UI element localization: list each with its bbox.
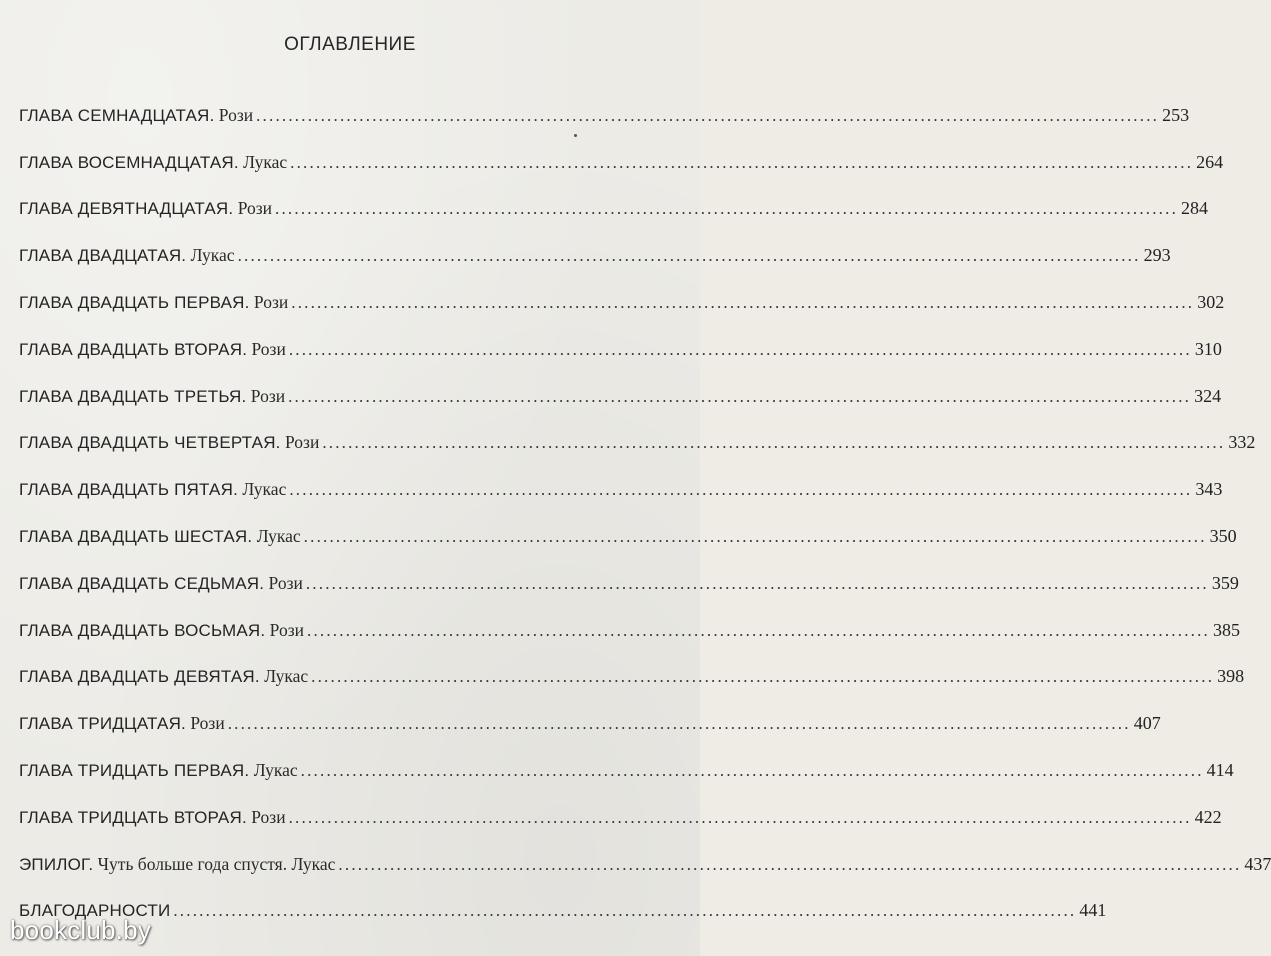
- toc-entry: [19, 747, 1234, 794]
- dot-leader: ............................................................................................................................................: [173, 901, 1077, 921]
- dot-leader: ............................................................................................................................................: [289, 480, 1193, 500]
- chapter-narrator: Лукас: [256, 526, 301, 547]
- toc-entry: [19, 420, 1256, 467]
- dot-leader: ............................................................................................................................................: [303, 527, 1207, 547]
- dot-leader: ............................................................................................................................................: [307, 620, 1210, 640]
- dot-leader: ............................................................................................................................................: [300, 761, 1204, 781]
- toc-entry: [19, 373, 1222, 420]
- chapter-narrator: Лукас: [253, 760, 298, 781]
- chapter-narrator: Рози: [251, 806, 286, 827]
- dot-leader: ............................................................................................................................................: [290, 152, 1194, 172]
- chapter-heading: ГЛАВА СЕМНАДЦАТАЯ.: [19, 105, 215, 125]
- chapter-heading: ГЛАВА ДВАДЦАТЬ ШЕСТАЯ.: [19, 527, 253, 547]
- chapter-heading: ГЛАВА ДВАДЦАТЬ ВТОРАЯ.: [19, 339, 248, 359]
- chapter-heading: ГЛАВА ДВАДЦАТЬ ПЯТАЯ.: [19, 480, 238, 500]
- page-number: 324: [1194, 385, 1222, 406]
- dot-leader: ............................................................................................................................................: [288, 807, 1192, 827]
- page-number: 264: [1196, 151, 1224, 172]
- chapter-narrator: Рози: [269, 619, 304, 640]
- chapter-heading: БЛАГОДАРНОСТИ: [19, 901, 171, 921]
- page-number: 310: [1194, 338, 1222, 359]
- chapter-heading: ГЛАВА ТРИДЦАТЬ ПЕРВАЯ.: [19, 761, 250, 781]
- toc-entry: [19, 654, 1245, 701]
- dot-leader: ............................................................................................................................................: [305, 573, 1209, 593]
- chapter-narrator: Рози: [250, 385, 286, 406]
- toc-entry: [19, 700, 1161, 747]
- page-number: 385: [1213, 619, 1240, 640]
- page-number: 437: [1244, 853, 1271, 874]
- dot-leader: ............................................................................................................................................: [288, 339, 1192, 359]
- chapter-narrator: Рози: [218, 104, 254, 125]
- dot-leader: ............................................................................................................................................: [227, 714, 1131, 734]
- watermark: bookclub.by: [10, 915, 151, 945]
- chapter-narrator: Рози: [251, 338, 286, 359]
- chapter-heading: ГЛАВА ДВАДЦАТЬ ТРЕТЬЯ.: [19, 386, 247, 406]
- chapter-narrator: Чуть больше года спустя. Лукас: [97, 853, 336, 874]
- toc-entry: [19, 139, 1224, 186]
- toc-entry: [19, 794, 1222, 841]
- page-number: 441: [1079, 900, 1107, 921]
- page-number: 359: [1211, 572, 1239, 593]
- chapter-narrator: Лукас: [264, 666, 309, 687]
- dot-leader: ............................................................................................................................................: [237, 246, 1141, 266]
- toc-entry: [19, 186, 1209, 233]
- page-title: ОГЛАВЛЕНИЕ: [284, 34, 416, 55]
- chapter-narrator: Лукас: [190, 245, 235, 266]
- toc-entry: [19, 513, 1237, 560]
- chapter-narrator: Лукас: [242, 479, 287, 500]
- page-number: 293: [1143, 245, 1171, 266]
- page-number: 350: [1209, 526, 1237, 547]
- chapter-heading: ЭПИЛОГ.: [19, 854, 94, 874]
- dot-leader: ............................................................................................................................................: [288, 386, 1192, 406]
- toc-entry: [19, 841, 1271, 888]
- dot-leader: ............................................................................................................................................: [291, 293, 1195, 313]
- toc-entry: [19, 232, 1171, 279]
- table-of-contents: [19, 92, 1271, 934]
- chapter-heading: ГЛАВА ДВАДЦАТАЯ.: [19, 246, 187, 266]
- page-number: 284: [1181, 198, 1209, 219]
- chapter-heading: ГЛАВА ДЕВЯТНАДЦАТАЯ.: [19, 199, 234, 219]
- chapter-heading: ГЛАВА ДВАДЦАТЬ ВОСЬМАЯ.: [19, 620, 266, 640]
- dot-leader: ............................................................................................................................................: [256, 105, 1160, 125]
- chapter-narrator: Рози: [190, 713, 225, 734]
- toc-entry: [19, 607, 1240, 654]
- dot-leader: ............................................................................................................................................: [338, 854, 1242, 874]
- dot-leader: ............................................................................................................................................: [275, 199, 1179, 219]
- page-number: 422: [1194, 806, 1222, 827]
- toc-entry: [19, 279, 1225, 326]
- chapter-narrator: Лукас: [243, 151, 288, 172]
- page-number: 407: [1133, 713, 1161, 734]
- chapter-heading: ГЛАВА ДВАДЦАТЬ ПЕРВАЯ.: [19, 293, 250, 313]
- chapter-heading: ГЛАВА ДВАДЦАТЬ СЕДЬМАЯ.: [19, 573, 265, 593]
- chapter-heading: ГЛАВА ТРИДЦАТЬ ВТОРАЯ.: [19, 807, 247, 827]
- chapter-heading: ГЛАВА ДВАДЦАТЬ ЧЕТВЕРТАЯ.: [19, 433, 281, 453]
- chapter-narrator: Рози: [237, 198, 273, 219]
- toc-entry: [19, 466, 1223, 513]
- page-number: 253: [1162, 104, 1190, 125]
- chapter-narrator: Рози: [268, 572, 303, 593]
- chapter-narrator: Рози: [284, 432, 320, 453]
- dot-leader: ............................................................................................................................................: [311, 667, 1215, 687]
- toc-entry: [19, 560, 1239, 607]
- toc-entry: [19, 92, 1190, 139]
- page-number: 332: [1228, 432, 1256, 453]
- page-number: 302: [1197, 292, 1225, 313]
- chapter-heading: ГЛАВА ТРИДЦАТАЯ.: [19, 714, 186, 734]
- chapter-narrator: Рози: [253, 292, 289, 313]
- page-number: 398: [1217, 666, 1245, 687]
- page-number: 343: [1195, 479, 1223, 500]
- dot-leader: ............................................................................................................................................: [322, 433, 1226, 453]
- page-number: 414: [1206, 760, 1234, 781]
- chapter-heading: ГЛАВА ДВАДЦАТЬ ДЕВЯТАЯ.: [19, 667, 260, 687]
- chapter-heading: ГЛАВА ВОСЕМНАДЦАТАЯ.: [19, 152, 239, 172]
- toc-entry: [19, 326, 1222, 373]
